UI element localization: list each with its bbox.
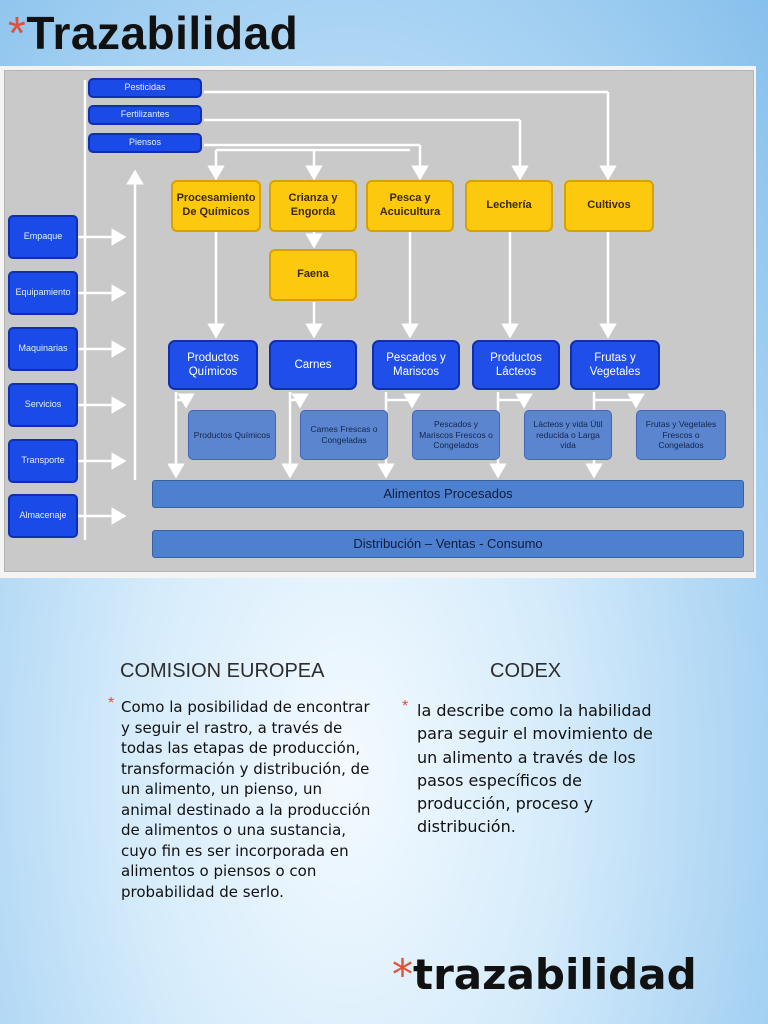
source-pesca-acuicultura: Pesca y Acuicultura [366, 180, 454, 232]
input-fertilizantes: Fertilizantes [88, 105, 202, 125]
subproduct-pescados: Pescados y Mariscos Frescos o Congelados [412, 410, 500, 460]
subproduct-lacteos: Lácteos y vida Útil reducida o Larga vida [524, 410, 612, 460]
bullet-star-right: * [402, 698, 409, 715]
product-carnes: Carnes [269, 340, 357, 390]
input-equipamiento: Equipamiento [8, 271, 78, 315]
source-procesamiento-quimicos: Procesamiento De Químicos [171, 180, 261, 232]
heading-comision-europea: COMISION EUROPEA [120, 660, 325, 682]
input-maquinarias: Maquinarias [8, 327, 78, 371]
bullet-star-left: * [108, 695, 115, 712]
product-frutas-vegetales: Frutas y Vegetales [570, 340, 660, 390]
product-pescados-mariscos: Pescados y Mariscos [372, 340, 460, 390]
source-faena: Faena [269, 249, 357, 301]
footer-text: trazabilidad [413, 950, 697, 999]
processed-foods-bar: Alimentos Procesados [152, 480, 744, 508]
title-text: Trazabilidad [26, 7, 299, 59]
source-crianza-engorda: Crianza y Engorda [269, 180, 357, 232]
input-piensos: Piensos [88, 133, 202, 153]
product-quimicos: Productos Químicos [168, 340, 258, 390]
subproduct-quimicos: Productos Químicos [188, 410, 276, 460]
heading-codex: CODEX [490, 660, 562, 682]
footer-bullet-star: * [392, 950, 413, 999]
subproduct-frutas: Frutas y Vegetales Frescos o Congelados [636, 410, 726, 460]
source-lecheria: Lechería [465, 180, 553, 232]
input-transporte: Transporte [8, 439, 78, 483]
input-servicios: Servicios [8, 383, 78, 427]
subproduct-carnes: Carnes Frescas o Congeladas [300, 410, 388, 460]
title-bullet-star: * [8, 7, 27, 59]
distribution-bar: Distribución – Ventas - Consumo [152, 530, 744, 558]
definition-codex: la describe como la habilidad para seguir el movimiento de un alimento a través de los pasos específicos de producción, proceso y distribución. [417, 701, 653, 837]
input-empaque: Empaque [8, 215, 78, 259]
definition-comision-europea: Como la posibilidad de encontrar y seguir el rastro, a través de todas las etapas de producción, transformación y distribución, de un alimento, un pienso, un animal destinado a la producción de alimentos o una sustancia, cuyo fin es ser incorporada en alimentos o piensos o con probabilidad de serlo. [121, 698, 371, 901]
footer-title [392, 950, 697, 999]
source-cultivos: Cultivos [564, 180, 654, 232]
input-almacenaje: Almacenaje [8, 494, 78, 538]
product-lacteos: Productos Lácteos [472, 340, 560, 390]
input-pesticidas: Pesticidas [88, 78, 202, 98]
page-title [8, 6, 298, 60]
